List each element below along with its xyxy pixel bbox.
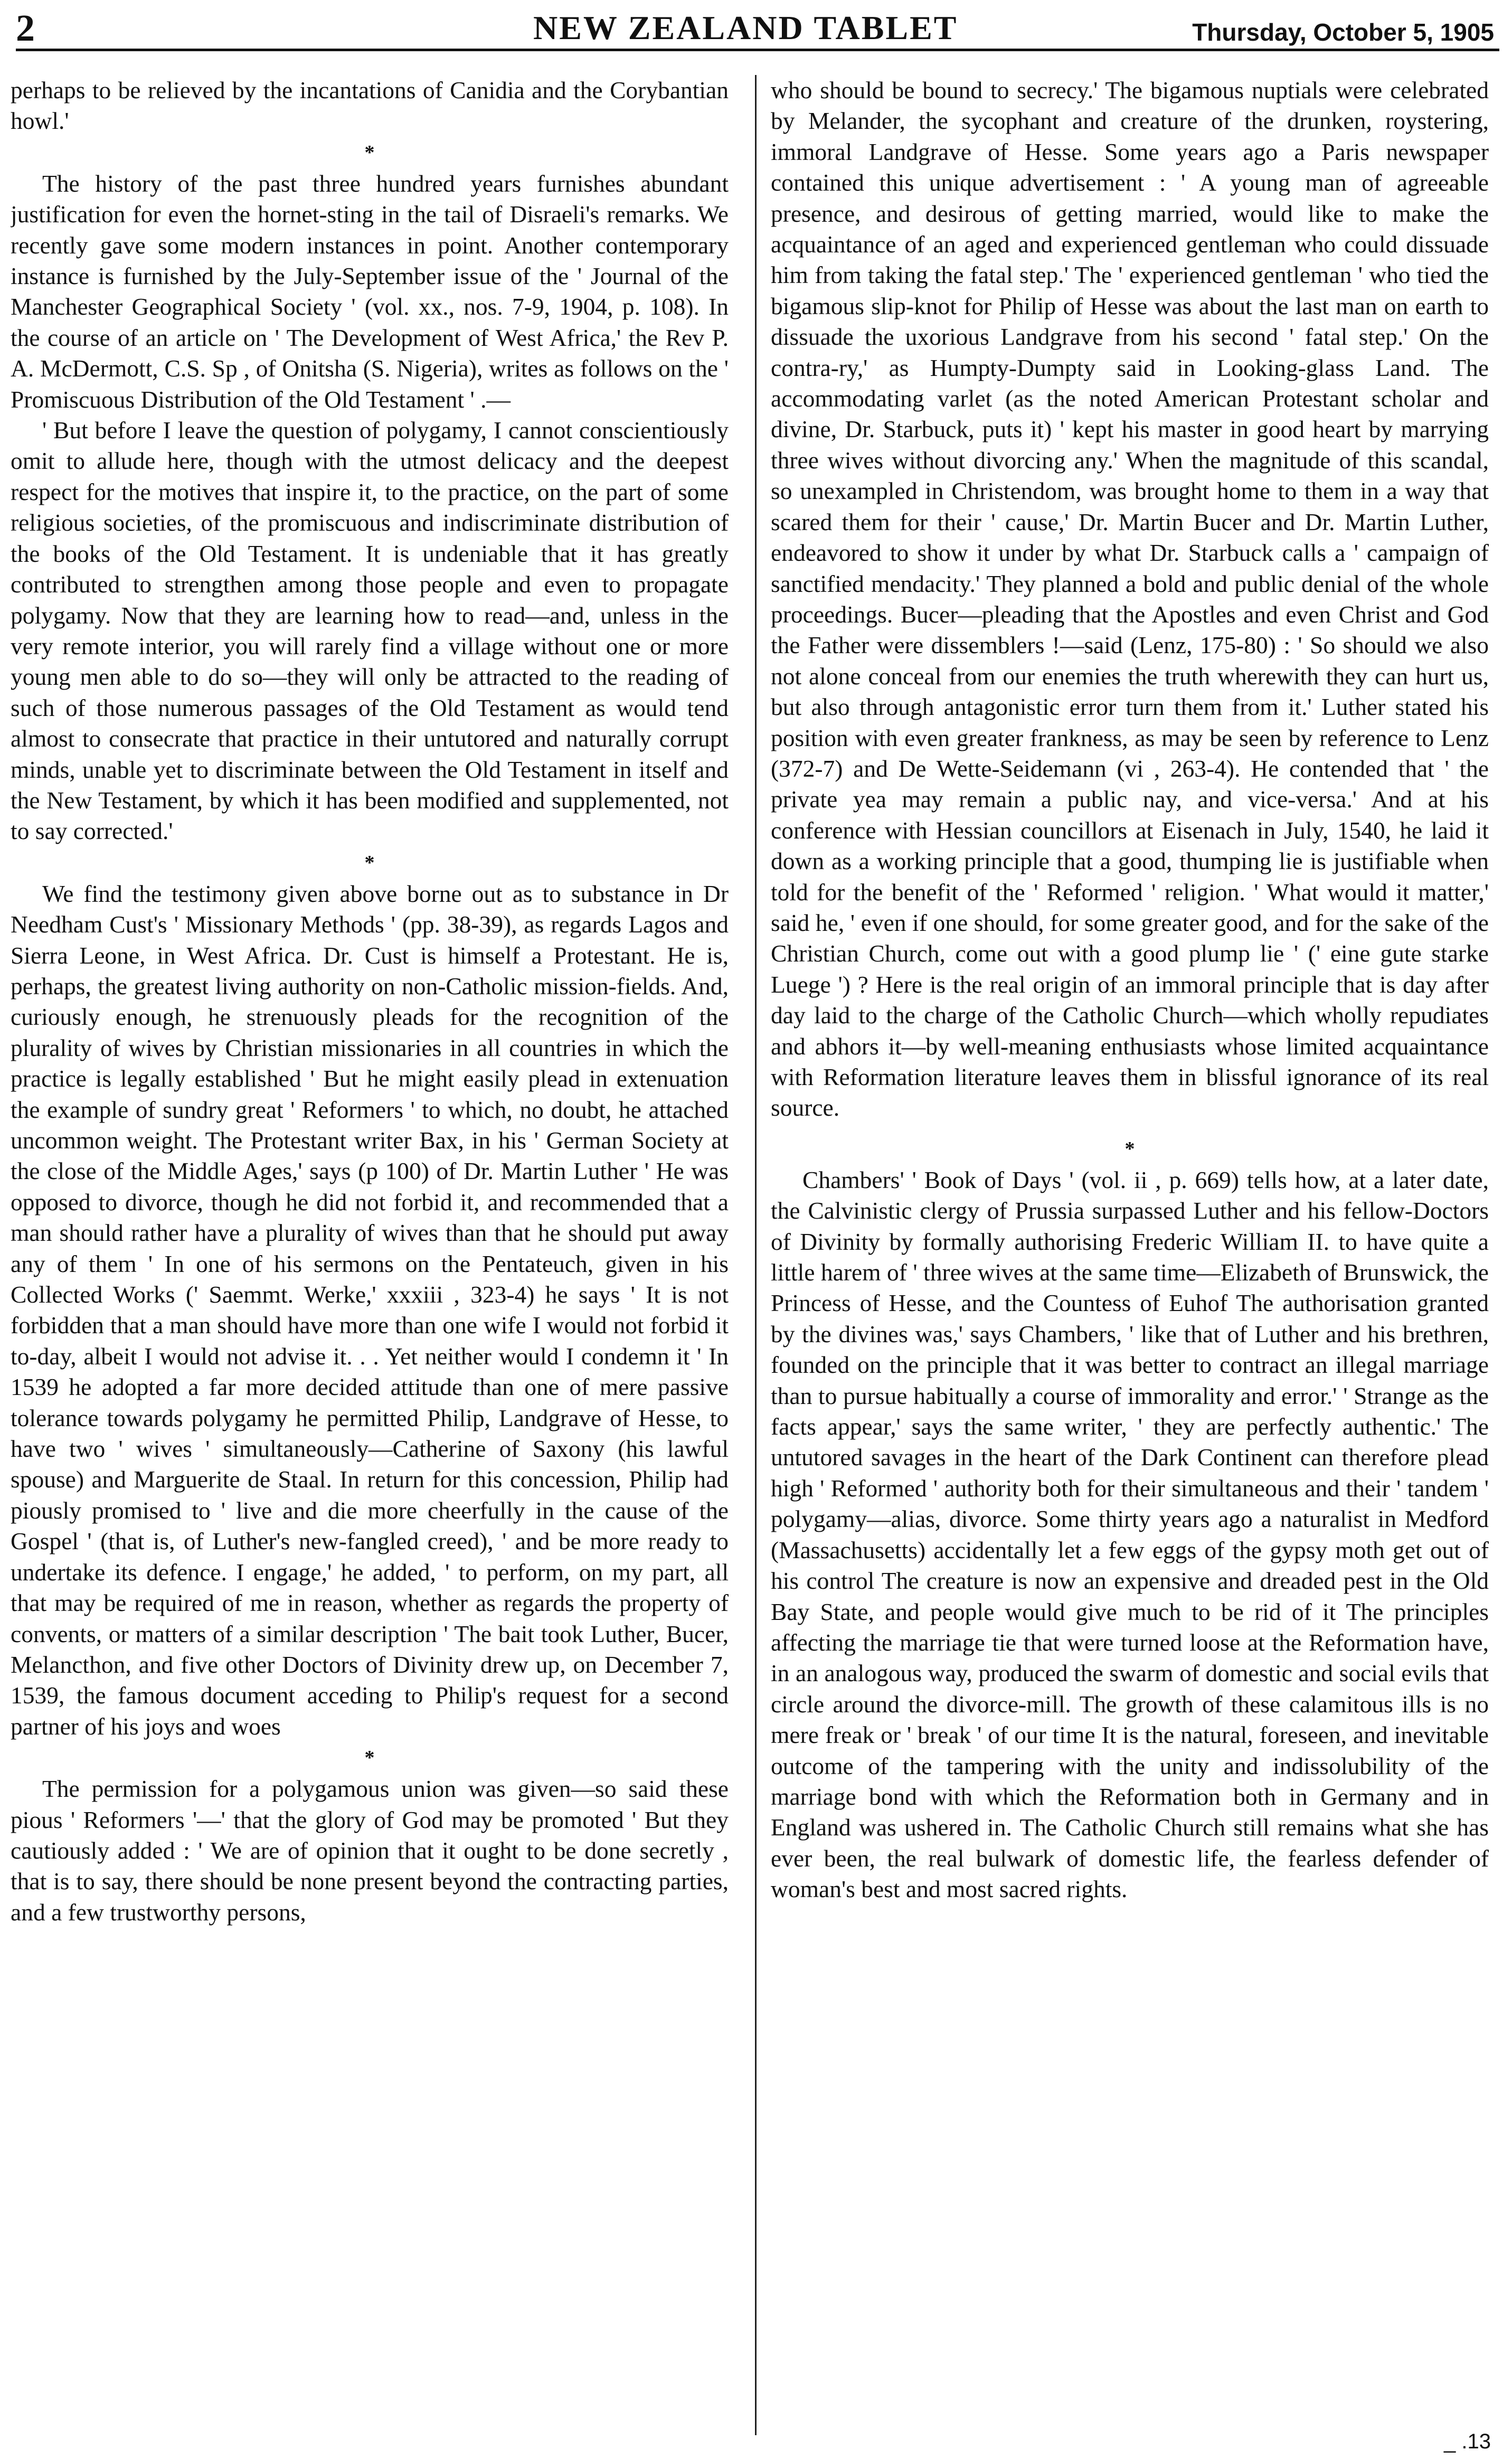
- paragraph: who should be bound to secrecy.' The bigamous nuptials were celebrated by Melander, the sycophant and creature of the drunken, roystering, immoral Landgrave of Hesse. Some years ago a Paris newspaper contained this unique advertisement : ' A young man of agreeable presence, and desirous of getting married, would like to make the acquaintance of an aged and experienced gentleman who could dissuade him from taking the fatal step.' The ' experienced gentleman ' who tied the bigamous slip-knot for Philip of Hesse was about the last man on earth to dissuade the uxorious Landgrave from his second ' fatal step.' On the contra-ry,' as Humpty-Dumpty said in Looking-glass Land. The accommodating varlet (as the noted American Protestant scholar and divine, Dr. Starbuck, puts it) ' kept his master in good heart by marrying three wives without divorcing any.' When the magnitude of this scandal, so unexampled in Christendom, was brought home to them in a way that scared them for their ' cause,' Dr. Martin Bucer and Dr. Martin Luther, endeavored to show it under by what Dr. Starbuck calls a ' campaign of sanctified mendacity.' They planned a bold and public denial of the whole proceedings. Bucer—pleading that the Apostles and even Christ and God the Father were dissemblers !—said (Lenz, 175-80) : ' So should we also not alone conceal from our enemies the truth wherewith they can hurt us, but also through antagonistic error turn them from it.' Luther stated his position with even greater frankness, as may be seen by reference to Lenz (372-7) and De Wette-Seidemann (vi , 263-4). He contended that ' the private yea may remain a public nay, and vice-versa.' And at his conference with Hessian councillors at Eisenach in July, 1540, he laid it down as a working principle that a good, thumping lie is justifiable when told for the benefit of the ' Reformed ' religion. ' What would it matter,' said he, ' even if one should, for some greater good, and for the sake of the Christian Church, come out with a good plump lie ' (' eine gute starke Luege ') ? Here is the real origin of an immoral principle that is day after day laid to the charge of the Catholic Church—which wholly repudiates and abhors it—by well-meaning enthusiasts whose limited acquaintance with Reformation literature leaves them in blissful ignorance of its real source.: [771, 77, 1489, 1121]
- right-column: [771, 75, 1489, 2435]
- left-column: [11, 75, 729, 2435]
- section-separator: *: [364, 851, 375, 874]
- page-header: [16, 6, 1499, 51]
- quotation-paragraph: ' But before I leave the question of polygamy, I cannot conscientiously omit to allude here, though with the utmost delicacy and the deepest respect for the motives that inspire it, to the practice, on the part of some religious societies, of the promiscuous and indiscriminate distribution of the books of the Old Testament. It is undeniable that it has greatly contributed to strengthen among those people and even to propagate polygamy. Now that they are learning how to read—and, unless in the very remote interior, you will rarely find a village without one or more young men able to do so—they will only be attracted to the reading of such of those numerous passages of the Old Testament as would tend almost to consecrate that practice in their untutored and naturally corrupt minds, unable yet to discriminate between the Old Testament in itself and the New Testament, by which it has been modified and supplemented, not to say corrected.': [11, 417, 729, 845]
- section-separator: *: [1124, 1137, 1135, 1160]
- section-separator: *: [364, 1747, 375, 1769]
- issue-date: Thursday, October 5, 1905: [1192, 18, 1494, 46]
- paragraph: The history of the past three hundred years furnishes abundant justification for even the hornet-sting in the tail of Disraeli's remarks. We recently gave some modern instances in point. Another contemporary instance is furnished by the July-September issue of the ' Journal of the Manchester Geographical Society ' (vol. xx., nos. 7-9, 1904, p. 108). In the course of an article on ' The Development of West Africa,' the Rev P. A. McDermott, C.S. Sp , of Onitsha (S. Nigeria), writes as follows on the ' Promiscuous Distribution of the Old Testament ' .—: [11, 169, 729, 413]
- paragraph: Chambers' ' Book of Days ' (vol. ii , p. 669) tells how, at a later date, the Calvinistic clergy of Prussia surpassed Luther and his fellow-Doctors of Divinity by formally authorising Frederic William II. to have quite a little harem of ' three wives at the same time—Elizabeth of Brunswick, the Princess of Hesse, and the Countess of Euhof The authorisation granted by the divines was,' says Chambers, ' like that of Luther and his brethren, founded on the principle that it was better to contract an illegal marriage than to pursue habitually a course of immorality and error.' ' Strange as the facts appear,' says the same writer, ' they are perfectly authentic.' The untutored savages in the heart of the Dark Continent can therefore plead high ' Reformed ' authority both for their simultaneous and their ' tandem ' polygamy—alias, divorce. Some thirty years ago a naturalist in Medford (Massachusetts) accidentally let a few eggs of the gypsy moth get out of his control The creature is now an expensive and dreaded pest in the Old Bay State, and people would give much to be rid of it The principles affecting the marriage tie that were turned loose at the Reformation have, in an analogous way, produced the swarm of domestic and social evils that circle around the divorce-mill. The growth of these calamitous ills is no mere freak or ' break ' of our time It is the natural, foreseen, and inevitable outcome of the tampering with the unity and indissolubility of the marriage bond with which the Reformation both in Germany and in England was ushered in. The Catholic Church still remains what she has ever been, the real bulwark of domestic life, the fearless defender of woman's best and most sacred rights.: [771, 1166, 1489, 1903]
- column-divider: [755, 75, 757, 2435]
- paragraph: perhaps to be relieved by the incantations of Canidia and the Corybantian howl.': [11, 77, 729, 135]
- section-separator: *: [364, 141, 375, 164]
- paragraph: The permission for a polygamous union was given—so said these pious ' Reformers '—' that the glory of God may be promoted ' But they cautiously added : ' We are of opinion that it ought to be done secretly , that is to say, there should be none present beyond the contracting parties, and a few trustworthy persons,: [11, 1775, 729, 1926]
- paragraph: We find the testimony given above borne out as to substance in Dr Needham Cust's ' Missionary Methods ' (pp. 38-39), as regards Lagos and Sierra Leone, in West Africa. Dr. Cust is himself a Protestant. He is, perhaps, the greatest living authority on non-Catholic mission-fields. And, curiously enough, he strenuously pleads for the recognition of the plurality of wives by Christian missionaries in all countries in which the practice is legally established ' But he might easily plead in extenuation the example of sundry great ' Reformers ' to which, no doubt, he attached uncommon weight. The Protestant writer Bax, in his ' German Society at the close of the Middle Ages,' says (p 100) of Dr. Martin Luther ' He was opposed to divorce, though he did not forbid it, and recommended that a man should rather have a plurality of wives than that he should put away any of them ' In one of his sermons on the Pentateuch, given in his Collected Works (' Saemmt. Werke,' xxxiii , 323-4) he says ' It is not forbidden that a man should have more than one wife I would not forbid it to-day, albeit I would not advise it. . . Yet neither would I condemn it ' In 1539 he adopted a far more decided attitude than one of mere passive tolerance towards polygamy he permitted Philip, Landgrave of Hesse, to have two ' wives ' simultaneously—Catherine of Saxony (his lawful spouse) and Marguerite de Staal. In return for this concession, Philip had piously promised to ' live and die more cheerfully in the cause of the Gospel ' (that is, of Luther's new-fangled creed), ' and be more ready to undertake its defence. I engage,' he added, ' to perform, on my part, all that may be required of me in reason, whether as regards the property of convents, or matters of a similar description ' The bait took Luther, Bucer, Melancthon, and five other Doctors of Divinity drew up, on December 7, 1539, the famous document acceding to Philip's request for a second partner of his joys and woes: [11, 880, 729, 1740]
- publication-title: NEW ZEALAND TABLET: [533, 9, 958, 46]
- page-number: 2: [16, 7, 35, 49]
- printer-mark: _ .13: [1444, 2430, 1491, 2453]
- spacer: [771, 1124, 1489, 1133]
